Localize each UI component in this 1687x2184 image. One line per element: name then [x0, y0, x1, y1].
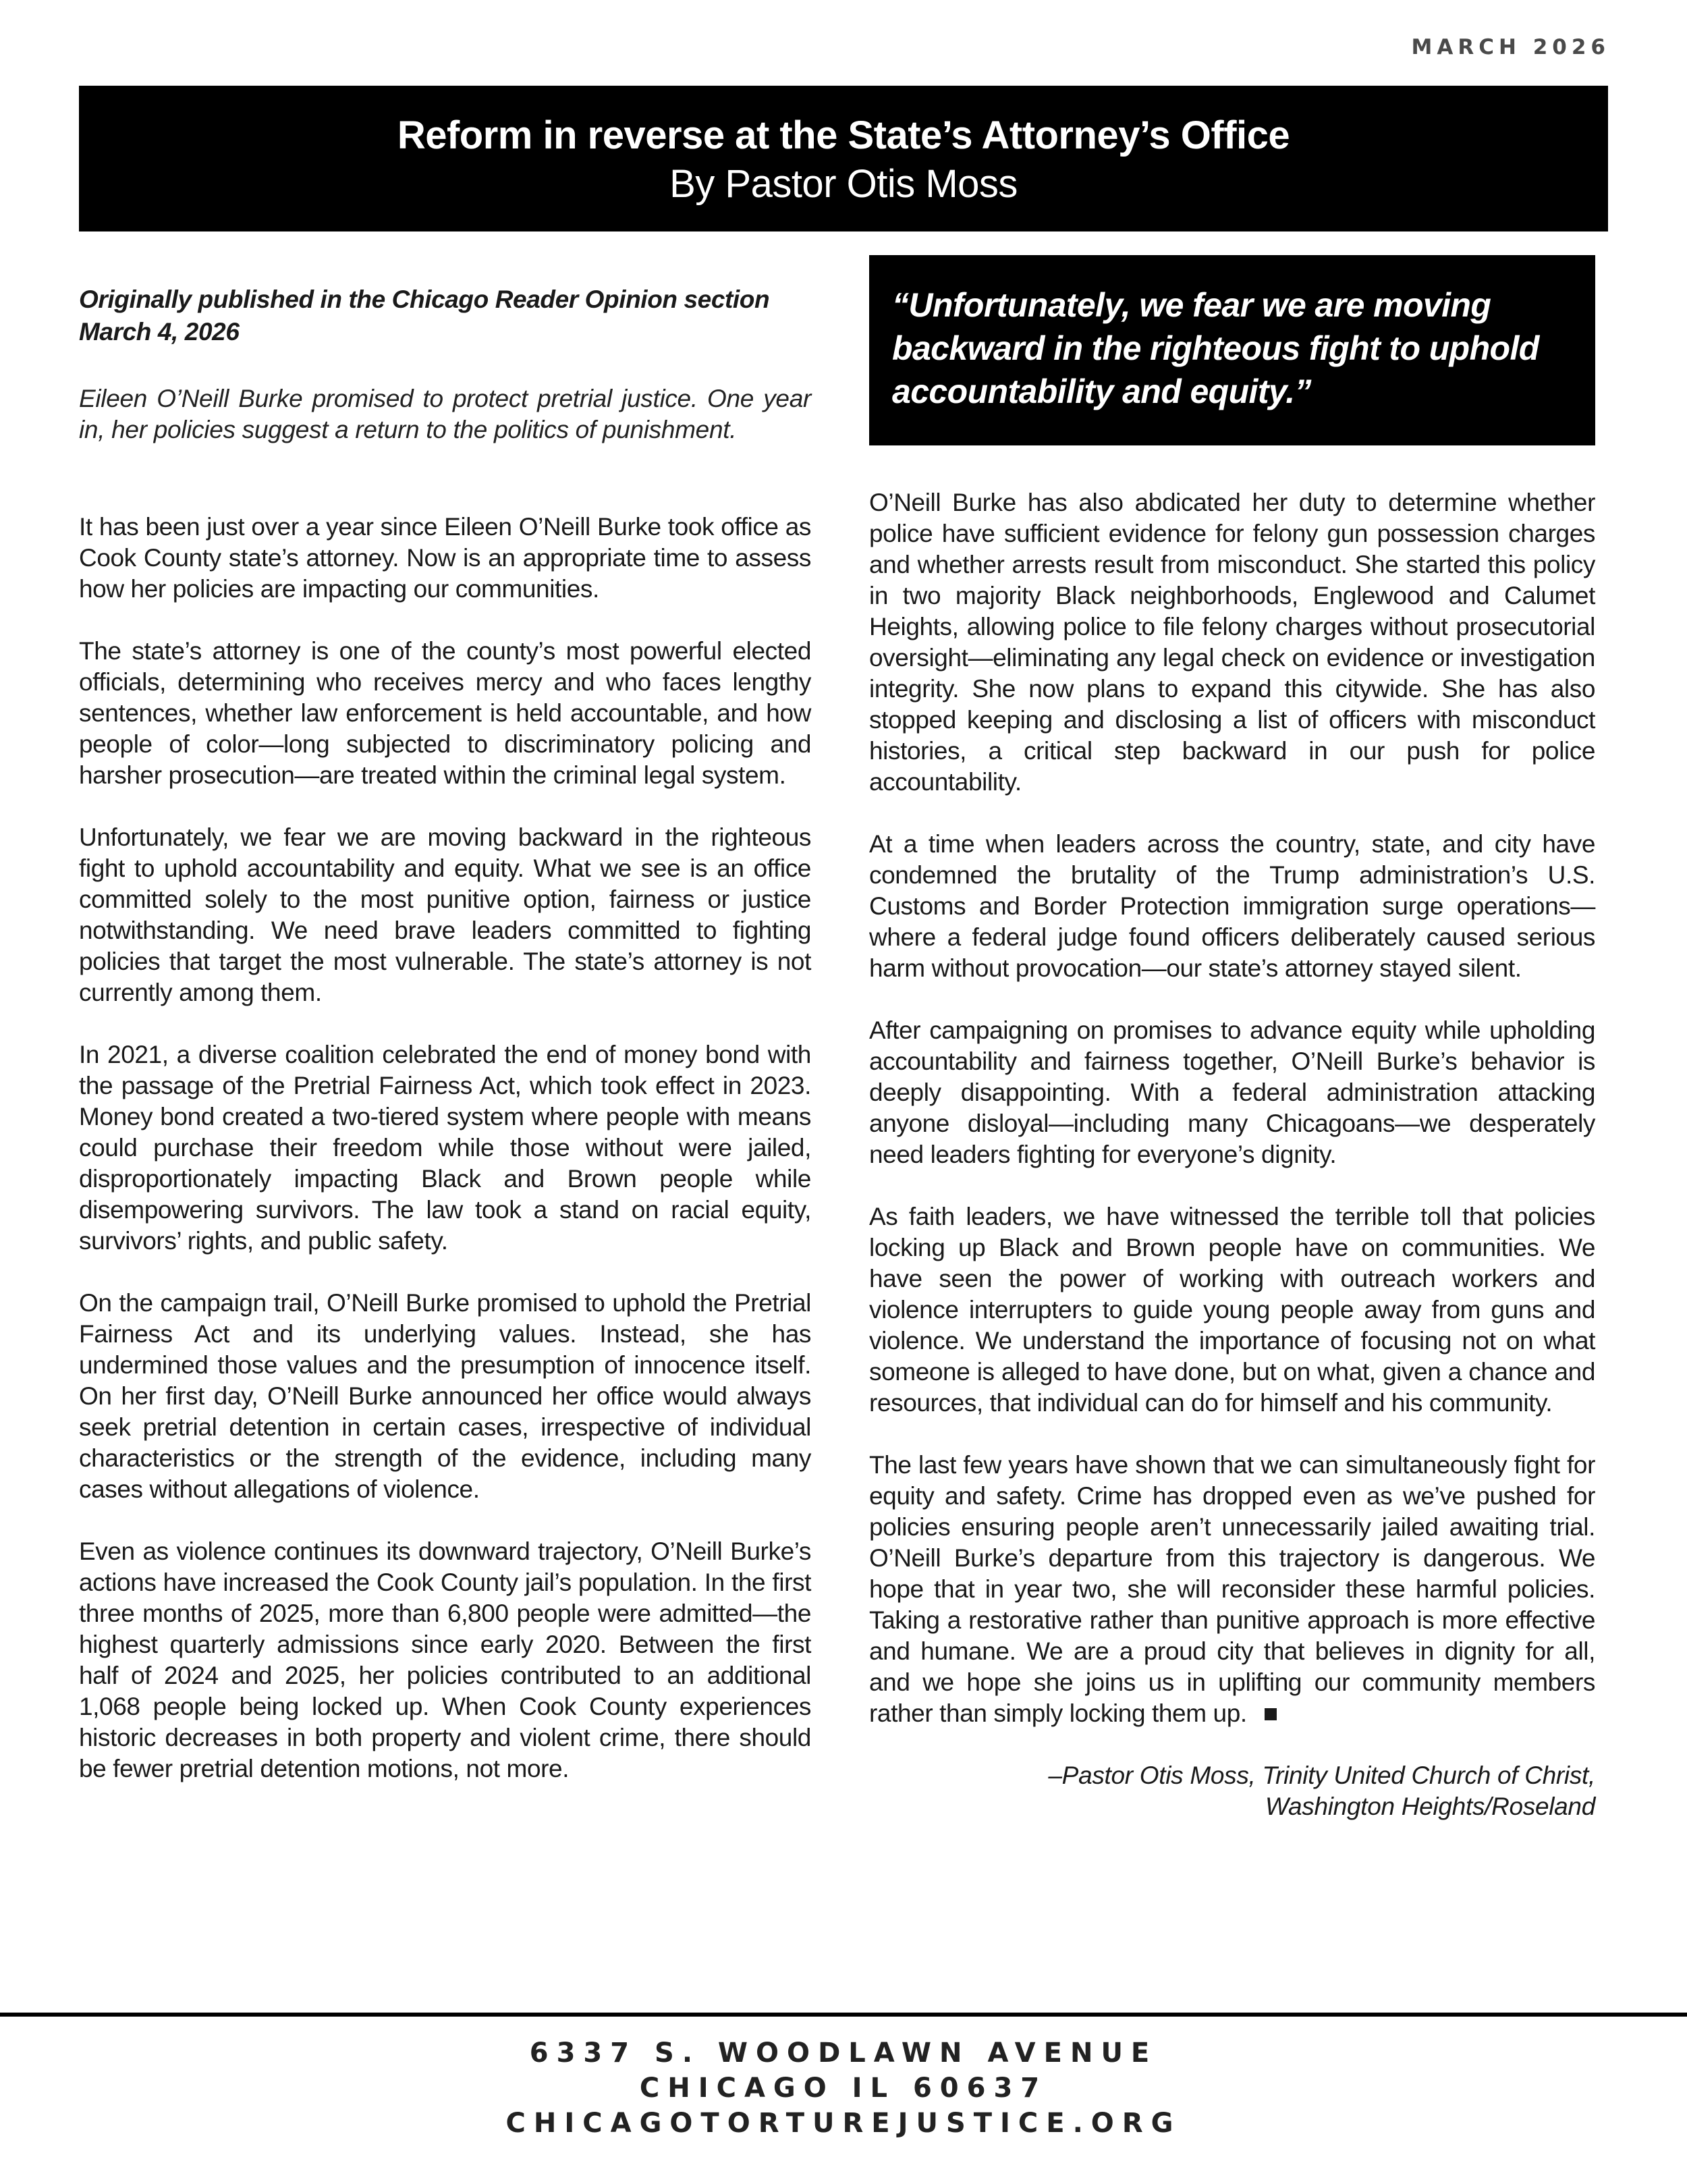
signature-location: Washington Heights/Roseland [1265, 1793, 1595, 1820]
right-column [869, 255, 1595, 1822]
closing-paragraph-text: The last few years have shown that we can simultaneously fight for equity and safety. Crime has dropped even as we’ve pushed for policies ensuring people aren’t unnecessarily jailed awaiting trial. O’Neill Burke’s departure from this trajectory is dangerous. We hope that in year two, she will reconsider these harmful policies. Taking a restorative rather than punitive approach is more effective and humane. We are a proud city that believes in dignity for all, and we hope she joins us in uplifting our community members rather than simply locking them up. [869, 1451, 1595, 1727]
article-dek: Eileen O’Neill Burke promised to protect pretrial justice. One year in, her policies suggest a return to the politics of punishment. [79, 385, 811, 443]
body-paragraph: It has been just over a year since Eileen O’Neill Burke took office as Cook County state’s attorney. Now is an appropriate time to assess how her policies are impacting our communities. [79, 513, 811, 603]
body-paragraph: At a time when leaders across the country, state, and city have condemned the brutality of the Trump administration’s U.S. Customs and Border Protection immigration surge operations—where a federal judge found officers deliberately caused serious harm without provocation—our state’s attorney stayed silent. [869, 830, 1595, 982]
source-publication: Originally published in the Chicago Reader Opinion section [79, 285, 770, 313]
left-column [79, 283, 811, 1816]
body-paragraph: Unfortunately, we fear we are moving backward in the righteous fight to uphold accountability and equity. What we see is an office committed solely to the most punitive option, fairness or justice notwithstanding. We need brave leaders committed to fighting policies that target the most vulnerable. The state’s attorney is not currently among them. [79, 823, 811, 1006]
footer-city: CHICAGO IL 60637 [639, 2073, 1048, 2104]
body-paragraph: O’Neill Burke has also abdicated her duty to determine whether police have sufficient evidence for felony gun possession charges and whether arrests result from misconduct. She started this policy in two majority Black neighborhoods, Englewood and Calumet Heights, allowing police to file felony charges without prosecutorial oversight—eliminating any legal check on evidence or investigation integrity. She now plans to expand this citywide. She has also stopped keeping and disclosing a list of officers with misconduct histories, a critical step backward in our push for police accountability. [869, 489, 1595, 796]
article-title: Reform in reverse at the State’s Attorney’s Office [397, 113, 1290, 157]
right-column-text [869, 487, 1595, 1729]
body-paragraph: In 2021, a diverse coalition celebrated the end of money bond with the passage of the Pretrial Fairness Act, which took effect in 2023. Money bond created a two-tiered system where people with means could purchase their freedom while those without were jailed, disproportionately impacting Black and Brown people while disempowering survivors. The law took a stand on racial equity, survivors’ rights, and public safety. [79, 1041, 811, 1255]
issue-date: MARCH 2026 [1411, 35, 1610, 59]
pull-quote: “Unfortunately, we fear we are moving backward in the righteous fight to uphold accountability and equity.” [869, 255, 1595, 445]
signature-name: –Pastor Otis Moss, Trinity United Church of Christ, [1048, 1762, 1595, 1789]
footer-website: CHICAGOTORTUREJUSTICE.ORG [505, 2108, 1182, 2139]
article-byline: By Pastor Otis Moss [669, 162, 1018, 206]
author-signature [869, 1760, 1595, 1822]
title-banner [79, 86, 1608, 231]
source-note [79, 283, 811, 348]
closing-paragraph [869, 1450, 1595, 1729]
body-paragraph: After campaigning on promises to advance equity while upholding accountability and fairness together, O’Neill Burke’s behavior is deeply disappointing. With a federal administration attacking anyone disloyal—including many Chicagoans—we desperately need leaders fighting for everyone’s dignity. [869, 1016, 1595, 1168]
body-paragraph: Even as violence continues its downward trajectory, O’Neill Burke’s actions have increased the Cook County jail’s population. In the first three months of 2025, more than 6,800 people were admitted—the highest quarterly admissions since early 2020. Between the first half of 2024 and 2025, her policies contributed to an additional 1,068 people being locked up. When Cook County experiences historic decreases in both property and violent crime, there should be fewer pretrial detention motions, not more. [79, 1537, 811, 1782]
footer-street: 6337 S. WOODLAWN AVENUE [529, 2038, 1158, 2069]
source-date: March 4, 2026 [79, 318, 240, 346]
footer [0, 2036, 1687, 2141]
body-paragraph: The state’s attorney is one of the county’s most powerful elected officials, determining who receives mercy and who faces lengthy sentences, whether law enforcement is held accountable, and how people of color—long subjected to discriminatory policing and harsher prosecution—are treated within the criminal legal system. [79, 637, 811, 789]
body-paragraph: On the campaign trail, O’Neill Burke promised to uphold the Pretrial Fairness Act and its underlying values. Instead, she has undermined those values and the presumption of innocence itself. On her first day, O’Neill Burke announced her office would always seek pretrial detention in certain cases, irrespective of individual characteristics or the strength of the evidence, including many cases without allegations of violence. [79, 1289, 811, 1503]
body-paragraph: As faith leaders, we have witnessed the terrible toll that policies locking up Black and Brown people have on communities. We have seen the power of working with outreach workers and violence interrupters to guide young people away from guns and violence. We understand the importance of focusing not on what someone is alleged to have done, but on what, given a chance and resources, that individual can do for himself and his community. [869, 1203, 1595, 1417]
end-mark-icon [1265, 1708, 1277, 1720]
footer-divider [0, 2013, 1687, 2017]
